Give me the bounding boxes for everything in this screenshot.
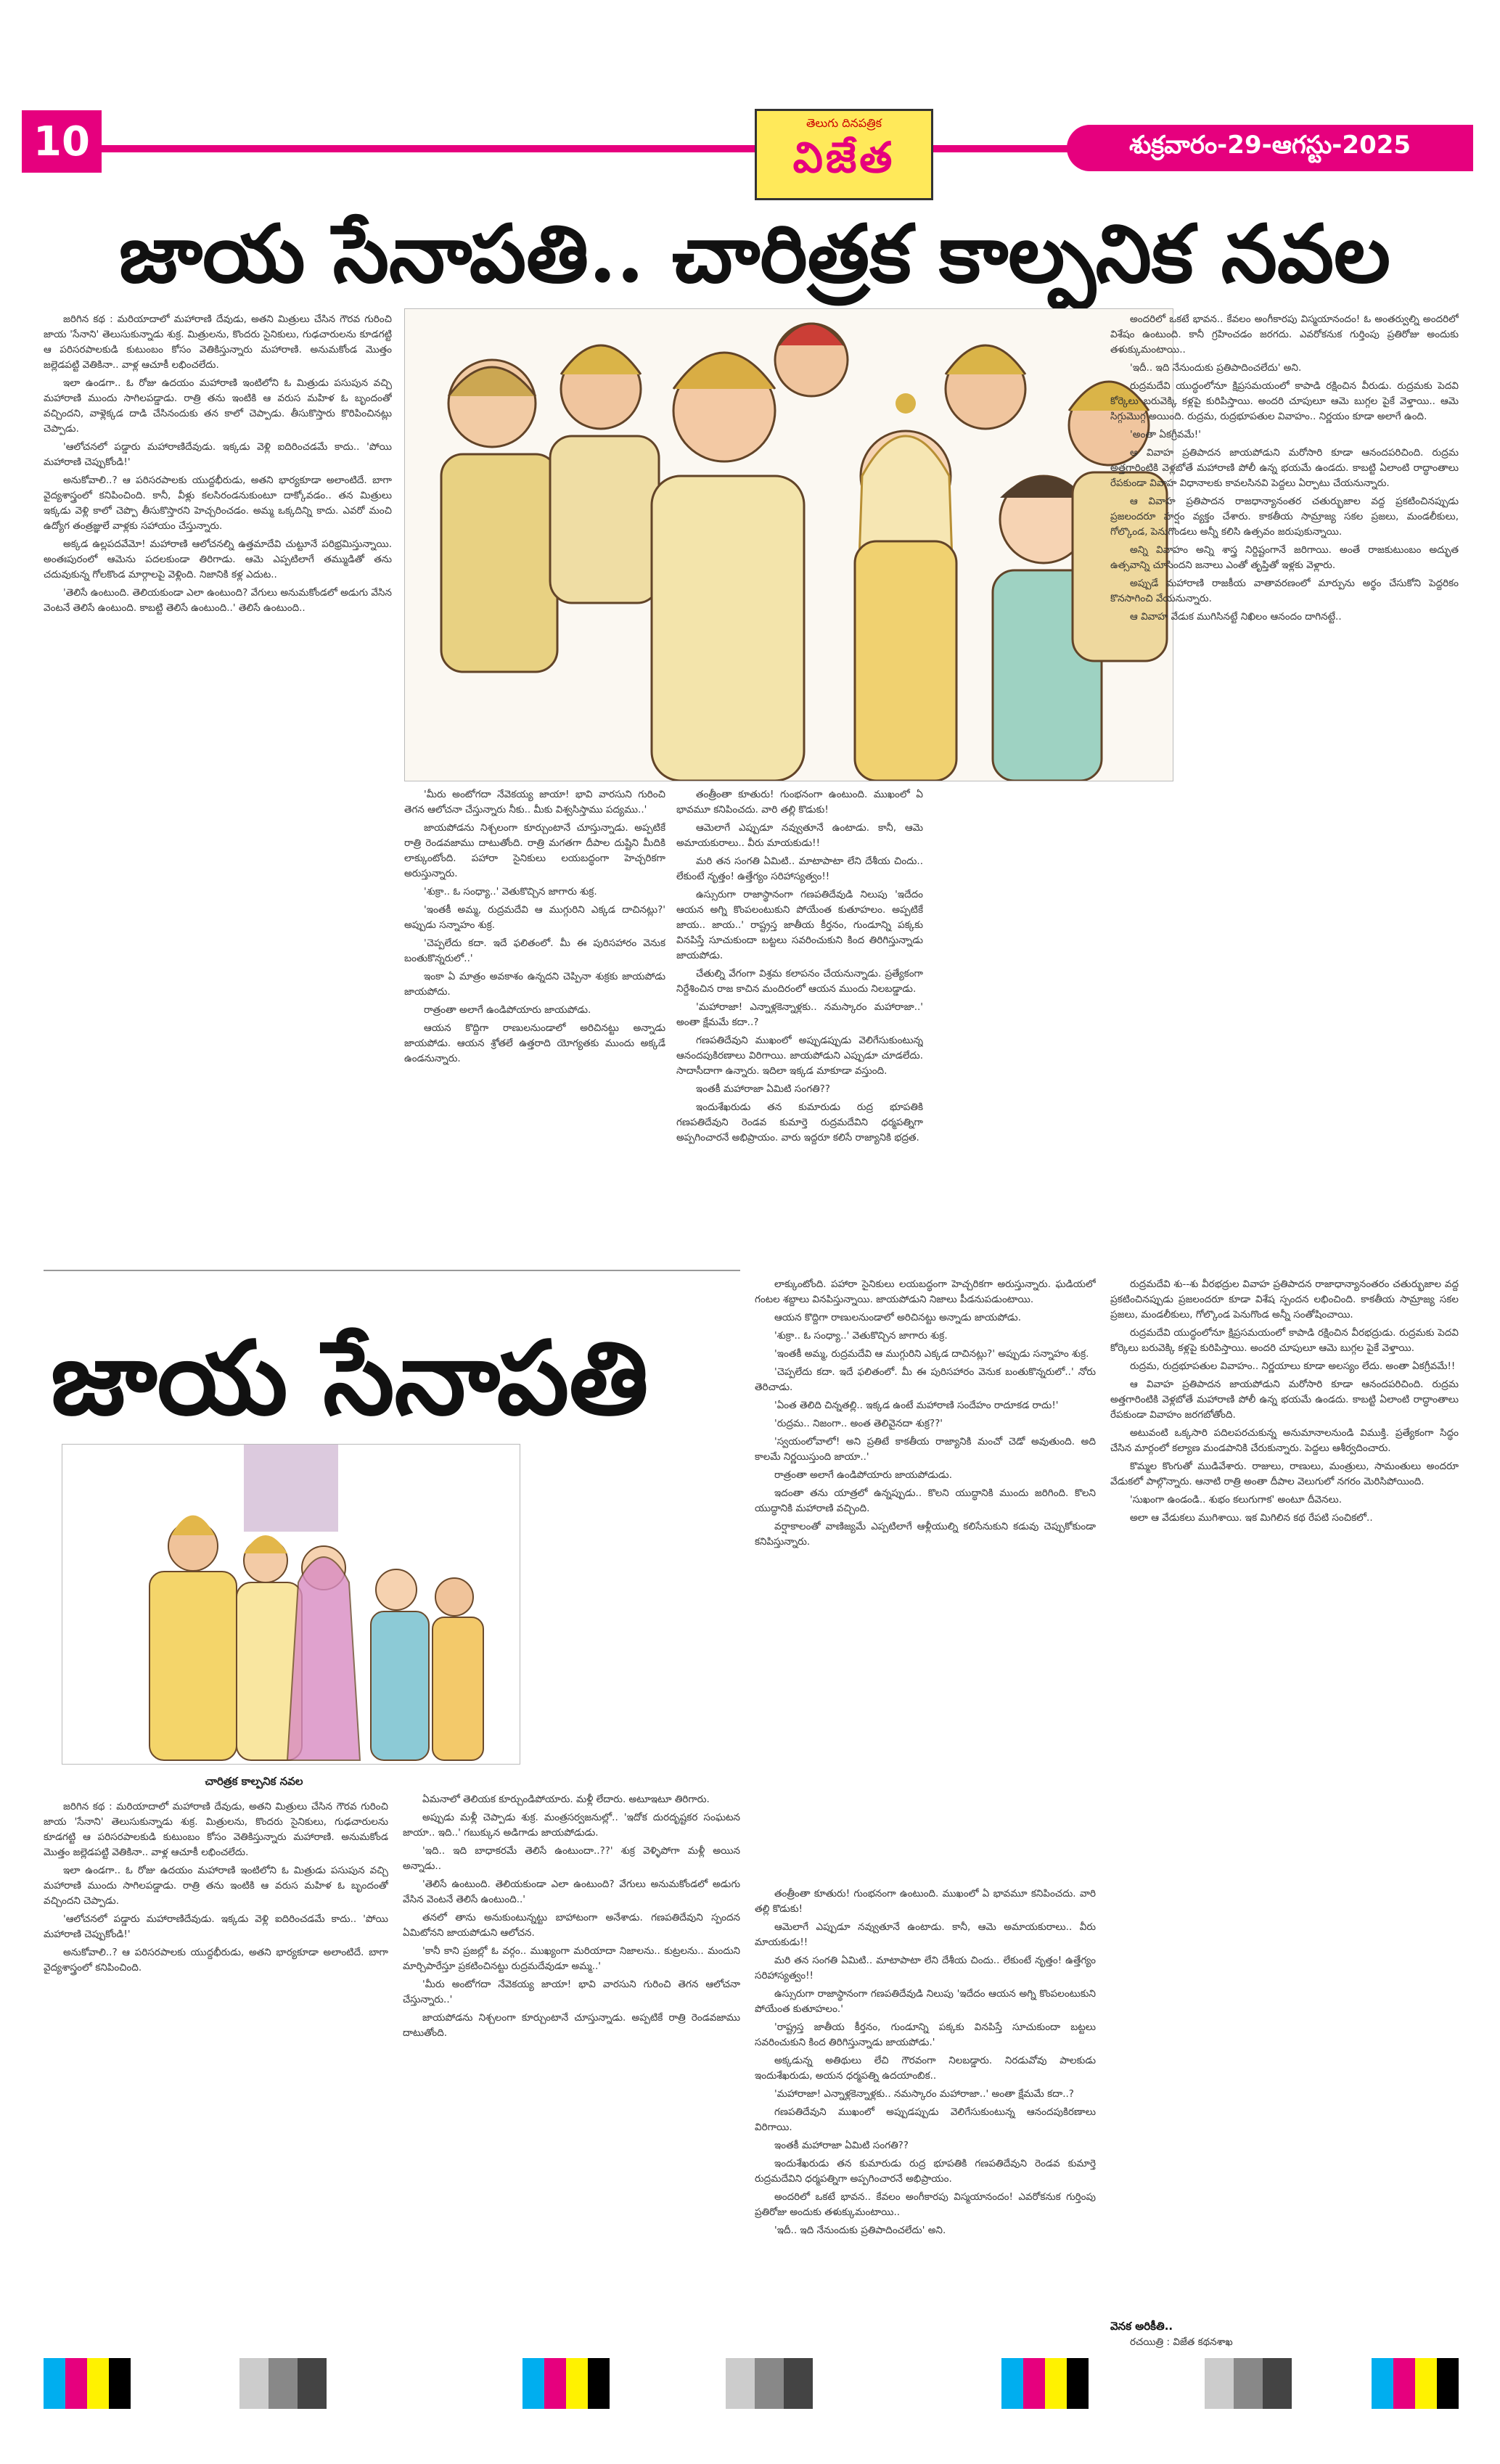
paragraph: 'మీరు అంటోగదా నేవెకయ్య జాయా! భావి వారసుని గురించి తెగన ఆలోచనా చేస్తున్నారు..' xyxy=(403,1979,740,2005)
issue-date: శుక్రవారం-29-ఆగస్టు-2025 xyxy=(1067,125,1473,171)
paragraph: రాత్రంతా అలాగే ఉండిపోయారు జాయపోడుడు. xyxy=(774,1469,952,1481)
color-bar-1 xyxy=(44,2358,131,2409)
paragraph: 'మహారాజా! ఎన్నాళ్లకెన్నాళ్లకు.. నమస్కారం మహారాజా..' అంతా క్షేమమే కదా..? xyxy=(774,2088,1074,2100)
color-bar-6 xyxy=(1205,2358,1292,2409)
paragraph: రాత్రంతా అలాగే ఉండిపోయారు జాయపోడు. xyxy=(424,1004,591,1016)
paragraph: 'సుఖంగా ఉండండి.. శుభం కలుగుగాక' అంటూ దీవెనలు. xyxy=(1130,1494,1343,1506)
bride-groom-illustration xyxy=(62,1444,520,1765)
paragraph: కొమ్మల కొంగుతో ముడివేశారు. రాజులు, రాణులు, మంత్రులు, సామంతులు అందరూ వేడుకలో పాల్గొన్నారు. ఆనాటి రాత్రి అంతా దీపాల వెలుగులో నగరం మెరిసిపోయింది. xyxy=(1110,1461,1459,1487)
paragraph: ఇంతకీ మహారాజా ఏమిటి సంగతి?? xyxy=(696,1083,830,1095)
paragraph: రుద్రమదేవి యుద్ధంలోనూ క్షిప్రసమయంలో కాపాడి రక్షించిన వీరుడు. రుద్రమకు పెదవి కోర్కెలు బరువెక్కి కళ్లపై కురిపిస్తాయి. అందరి చూపులూ ఆమె బుగ్గల పైకే వెళ్తాయి.. ఆమె సిగ్గుమొగ్గ అయింది. రుద్రమ, రుద్రభూపతుల వివాహం.. నిర్ణయం కూడా అలాగే ఉంది. xyxy=(1110,380,1459,422)
bottom-column-2 xyxy=(403,1792,740,2351)
paragraph: 'కానీ కాని ప్రజల్లో ఓ వర్గం.. ముఖ్యంగా మరియాదా నిజాలను.. కుట్రలను.. మందుని మార్చిపారేస్తూ ప్రకటించినట్టు రుద్రమదేవుడూ అమ్మ..' xyxy=(403,1945,740,1972)
paragraph: అందరిలో ఒకటే భావన.. కేవలం అంగీకారపు విస్మయానందం! ఎవరోకనుక గుర్తింపు ప్రతిరోజు అందుకు తళుక్కుమంటాయి.. xyxy=(755,2191,1096,2218)
masthead-title: విజేత xyxy=(792,133,896,182)
masthead xyxy=(755,109,933,200)
paragraph: 'ఆలోచనలో పడ్డారు మహారాణిదేవుడు. ఇక్కడు వెళ్లి ఐదిరించడమే కాదు.. 'పోయి మహారాణి చెప్పుకోండి!' xyxy=(44,1913,388,1940)
paragraph: 'మీరు అంటోగదా నేవెకయ్య జాయా! భావి వారసుని గురించి తెగన ఆలోచనా చేస్తున్నారు నీకు.. మీకు విశ్వసిస్తాము పద్యము..' xyxy=(404,789,665,816)
paragraph: 'మహారాజా! ఎన్నాళ్లకెన్నాళ్లకు.. నమస్కారం మహారాజా..' అంతా క్షేమమే కదా..? xyxy=(676,1001,923,1028)
paragraph: ఆ వివాహ వేడుక ముగిసినట్టే నిఖిలం ఆనందం దాగినట్టే.. xyxy=(1130,611,1342,623)
paragraph: అప్పుడే మహారాణి రాజకీయ వాతావరణంలో మార్పును అర్థం చేసుకోని పెద్దరికం కొనసాగించి వేయనున్నారు. xyxy=(1110,578,1459,604)
paragraph: జాయపోడను నిశ్చలంగా కూర్చుంటానే చూస్తున్నాడు. అప్పటికే రాత్రి రెండవజాము దాటుతోంది. రాత్రి మగతగా దీపాల దుష్టిని మీదికి లాక్కుంటోంది. పహారా సైనికులు లయబద్ధంగా హెచ్చరికగా అరుస్తున్నారు. xyxy=(404,822,665,879)
paragraph: 'తెలిసే ఉంటుంది. తెలియకుండా ఎలా ఉంటుంది? వేగులు అనుమకోండలో అడుగు వేసిన వెంటనే తెలిసే ఉంటుంది. కాబట్టి తెలిసే ఉంటుంది..' తెలిసే ఉంటుంది.. xyxy=(44,587,392,614)
paragraph: 'ఇంతకీ అమ్మ, రుద్రమదేవి ఆ ముగ్గురిని ఎక్కడ దాచినట్లు?' అప్పుడు సన్నాహం శుక్ర. xyxy=(404,904,665,931)
section-label: వెనక అరికీతి.. xyxy=(1110,2320,1173,2333)
wedding-illustration-art xyxy=(405,309,1173,781)
paragraph: 'రాష్ట్రస్త జాతీయ కీర్తనం, గుండూన్ని పక్కకు వినపిస్తే సూచుకుందా బట్టలు సవరించుకుని కింద తిరిగిస్తున్నాడు జాయపోడు.' xyxy=(755,2021,1096,2048)
paragraph: ఏమనాలో తెలియక కూర్చుండిపోయారు. మళ్లీ లేదారు. అటూఇటూ తిరిగారు. xyxy=(422,1794,710,1805)
paragraph: వర్షాకాలంతో వాణిజ్యమే ఎప్పటిలాగే ఆళ్లీయుల్ని కలిసేనుకుని కడువు చెప్పుకోకుండా కనిపిస్తున్నారు. xyxy=(755,1521,1096,1548)
paragraph: 'శుక్రా.. ఓ సంధ్యా..' వెతుకొచ్చిన జాగారు శుక్ర. xyxy=(774,1330,948,1342)
paragraph: గణపతిదేవుని ముఖంలో అప్పుడప్పుడు వెలిగేసుకుంటున్న ఆనందపుకిరణాలు విరిగాయి. జాయపోడుని ఎప్పుడూ చూడలేదు. సాదాసీదాగా ఉన్నారు. ఇదిలా ఇక్కడ మాకూడా వస్తుంది. xyxy=(676,1035,923,1077)
paragraph: అప్పుడు మళ్లీ చెప్పాడు శుక్ర. మంత్రసర్వజనుల్లో.. 'ఇదోక దురదృష్టకర సంఘటన జాయా.. ఇది..' గబుక్కున అడిగాడు జాయపోడుడు. xyxy=(403,1812,740,1839)
paragraph: ఆ వివాహ ప్రతిపాదన రాజధాన్యానంతర చతుర్భుజాల వద్ద ప్రకటించినప్పుడు ప్రజలందరూ హర్షం వ్యక్తం చేశారు. కాకతీయ సామ్రాజ్య సకల ప్రజలు, మండలీకులు, గోల్కొండ, పెనుగొండలు అన్నీ కలిసి ఉత్సవం జరుపుకున్నాయి. xyxy=(1110,496,1459,538)
paragraph: గణపతిదేవుని ముఖంలో అప్పుడప్పుడు వెలిగేసుకుంటున్న ఆనందపుకిరణాలు విరిగాయి. xyxy=(755,2106,1096,2133)
paragraph: 'తెలిసే ఉంటుంది. తెలియకుండా ఎలా ఉంటుంది? వేగులు అనుమకోండలో అడుగు వేసిన వెంటనే తెలిసే ఉంటుంది..' xyxy=(403,1878,740,1905)
paragraph: చేతుల్ని వేగంగా విశ్రమ కలాపనం చేయనున్నాడు. ప్రత్యేకంగా నిర్దేశించిన రాజ కాచిన మందిరంలో ఆయన ముందు నిలబడ్డాడు. xyxy=(676,968,923,995)
article-column-1-left xyxy=(44,312,392,1241)
paragraph: 'ఏంత తెలిది చిన్నతల్లి.. ఇక్కడ ఉంటే మహారాణి సందేహం రాదూకడ రాదు!' xyxy=(774,1400,1059,1411)
paragraph: అటువంటి ఒక్కసారి పదిలపరచుకున్న అనుమానాలనుండి విముక్తి. ప్రత్యేకంగా సిద్ధం చేసిన మార్గంలో కల్యాణ మండపానికి చేరుకున్నారు. పెద్దలు ఆశీర్వదించారు. xyxy=(1110,1427,1459,1454)
paragraph: తంత్రీంతా కూతురు! గుంభనంగా ఉంటుంది. ముఖంలో ఏ భావమూ కనిపించదు. వారి తల్లి కొడుకు! xyxy=(755,1888,1096,1915)
author-text: రచయిత్రి : విజేత కథనశాఖ xyxy=(1130,2336,1233,2348)
bottom-column-4 xyxy=(1110,1277,1459,2315)
main-headline: జాయ సేనాపతి.. చారిత్రక కాల్పనిక నవల xyxy=(118,207,1391,300)
paragraph: జరిగిన కథ : మరియాదాలో మహారాణి దేవుడు, అతని మిత్రులు చేసిన గౌరవ గురించి జాయ 'సేనాని' తెలుసుకున్నాడు శుక్ర. మిత్రులను, కొందరు సైనికులు, గుఢచారులను కూడగట్టి ఆ పరిసరపాలకుడి కుటుంబం కోసం వెతికిస్తున్నారు మహారాణి. అనుమకోండ మొత్తం జల్లెడపట్టి వెతికినా.. వాళ్ల ఆచూకీ లభించలేదు. xyxy=(44,313,392,371)
paragraph: ఇందుశేఖరుడు తన కుమారుడు రుద్ర భూపతికి గణపతిదేవుని రెండవ కుమార్తె రుద్రమదేవిని ధర్మపత్నిగా అప్పగించారనే అభిప్రాయం. xyxy=(755,2158,1096,2185)
article-column-4 xyxy=(1110,312,1459,1241)
paragraph: లాక్కుంటోంది. పహారా సైనికులు లయబద్ధంగా హెచ్చరికగా అరుస్తున్నారు. ఘడియలో గంటల శబ్దాలు వినపిస్తున్నాయి. జాయపోడుని నిజాలు పీడనుపడుంటాయి. xyxy=(755,1278,1096,1305)
paragraph: ఆమెలాగే ఎప్పుడూ నవ్వుతూనే ఉంటాడు. కానీ, ఆమె అమాయకురాలు.. వీరు మాయకుడు!! xyxy=(755,1921,1096,1948)
paragraph: మరి తన సంగతి ఏమిటి.. మాటాపాటా లేని దేశీయ చిందు.. లేకుంటే నృత్తం! ఉత్తేగ్యం సరిహాస్యత్వం!! xyxy=(755,1955,1096,1982)
paragraph: 'అంతా ఏకగ్రీవమే!' xyxy=(1130,429,1201,440)
paragraph: మరి తన సంగతి ఏమిటి.. మాటాపాటా లేని దేశీయ చిందు.. లేకుంటే నృత్తం! ఉత్తేగ్యం సరిహాస్యత్వం!! xyxy=(676,855,923,882)
color-bar-5 xyxy=(1001,2358,1089,2409)
section-divider xyxy=(44,1270,740,1271)
paragraph: ఉస్సురుగా రాజాస్థానంగా గణపతిదేవుడి నిలుపు 'ఇదేదం ఆయన అగ్ని కొంపలంటుకుని పోయేంత కుతూహలం. అప్పటికే జాయ.. జాయ..' రాష్ట్రస్త జాతీయ కీర్తనం, గుండూన్ని పక్కకు వినపిస్తే సూచుకుందా బట్టలు సవరించుకుని కింద తిరిగిస్తున్నాడు జాయపోడు. xyxy=(676,889,923,961)
wedding-illustration xyxy=(404,308,1173,781)
color-bar-2 xyxy=(239,2358,327,2409)
paragraph: తనలో తాను అనుకుంటున్నట్టు బాహాటంగా అనేశాడు. గణపతిదేవుని స్పందన ఏమిటోనని జాయపోడుని ఆలోచన. xyxy=(403,1912,740,1939)
paragraph: జరిగిన కథ : మరియాదాలో మహారాణి దేవుడు, అతని మిత్రులు చేసిన గౌరవ గురించి జాయ 'సేనాని' తెలుసుకున్నాడు శుక్ర. మిత్రులను, కొందరు సైనికులు, గుఢచారులను కూడగట్టి ఆ పరిసరపాలకుడి కుటుంబం కోసం వెతికిస్తున్నారు మహారాణి. అనుమకోండ మొత్తం జల్లెడపట్టి వెతికినా.. వాళ్ల ఆచూకీ లభించలేదు. xyxy=(44,1801,388,1858)
paragraph: 'స్వయంలోవాలో! అని ప్రతిటే కాకతీయ రాజ్యానికి మంచో చెడో అవుతుంది. అది కాలమే నిర్ణయిస్తుంది జాయా..' xyxy=(755,1436,1096,1463)
paragraph: అన్ని వివాహం అన్ని శాస్త్ర నిర్దిష్టంగానే జరిగాయి. అంతే రాజకుటుంబం అద్భుత ఉత్సవాన్ని చూసిందని జనాలు ఎంతో తృప్తితో ఇళ్లకు వెళ్లారు. xyxy=(1110,544,1459,571)
paragraph: అలా ఆ వేడుకలు ముగిశాయి. ఇక మిగిలిన కథ రేపటి సంచికలో.. xyxy=(1130,1512,1373,1524)
paragraph: అనుకోవాలి..? ఆ పరిసరపాలకు యుద్దభీరుడు, అతని భార్యకూడా అలాంటిదే. బాగా వైద్యశాస్త్రంలో కనిపించింది. కానీ, వీళ్లు కలసిరండనుకుంటూ దాక్కోవడం.. తన మిత్రులు ఇక్కడు వెళ్లి కాలో చెప్పొ తీసుకొస్తారని హెచ్చరించడం. అమ్మ ఒక్కదిన్ని కాదు. ఎవరో మంచి ఉద్యోగ తంత్రజ్ఞులే వాళ్లకు సహాయం చేస్తున్నారు. xyxy=(44,475,392,532)
paragraph: 'ఇదీ.. ఇది నేనుందుకు ప్రతిపాదించలేదు' అని. xyxy=(1130,362,1302,374)
paragraph: ఇలా ఉండగా.. ఓ రోజు ఉదయం మహారాణి ఇంటిలోని ఓ మిత్రుడు పసుపున వచ్చి మహారాణి ముందు సాగిలపడ్డాడు. రాత్రి తను ఇంటికి ఆ వరుస మహిళ ఓ బృందంతో వచ్చిందని చెప్పాడు. xyxy=(44,1865,388,1907)
paragraph: అందరిలో ఒకటే భావన.. కేవలం అంగీకారపు విస్మయానందం! ఓ అంతర్వుల్ని అందరిలో విశేషం ఉంటుంది. కానీ గ్రహించడం జరగదు. ఎవరోకనుక గుర్తింపు ప్రతిరోజు అందుకు తళుక్కుమంటాయి.. xyxy=(1110,313,1459,356)
paragraph: 'శుక్రా.. ఓ సంధ్యా..' వెతుకొచ్చిన జాగారు శుక్ర. xyxy=(424,886,597,898)
bride-groom-illustration-art xyxy=(62,1445,520,1764)
paragraph: జాయపోడను నిశ్చలంగా కూర్చుంటానే చూస్తున్నాడు. అప్పటికే రాత్రి రెండవజాము దాటుతోంది. xyxy=(403,2012,740,2039)
paragraph: రుద్రమదేవి శు--శు వీరభద్రుల వివాహ ప్రతిపాదన రాజాధాన్యానంతరం చతుర్భుజాల వద్ద ప్రకటించినప్పుడు ప్రజలందరూ కూడా విశేష స్పందన లభించింది. కాకతీయ సామ్రాజ్య సకల ప్రజలు, మండలీకులు, గోల్కొండ పెనుగొండ అన్నీ సంతోషించాయి. xyxy=(1110,1278,1459,1321)
paragraph: తంత్రీంతా కూతురు! గుంభనంగా ఉంటుంది. ముఖంలో ఏ భావమూ కనిపించదు. వారి తల్లి కొడుకు! xyxy=(676,789,923,816)
color-bar-4 xyxy=(726,2358,813,2409)
paragraph: అక్కడున్న అతిథులు లేచి గౌరవంగా నిలబడ్డారు. నిరడువోవు పాలకుడు ఇందుశేఖరుడు, అయన ధర్మపత్ని ఉదయాంబిక.. xyxy=(755,2055,1096,2082)
paragraph: ఇంతకీ మహారాజా ఏమిటి సంగతి?? xyxy=(774,2140,909,2151)
masthead-tagline: తెలుగు దినపత్రిక xyxy=(806,116,882,130)
paragraph: 'ఆలోచనలో పడ్డారు మహారాణిదేవుడు. ఇక్కడు వెళ్లి ఐదిరించడమే కాదు.. 'పోయి మహారాణి చెప్పుకోండి!' xyxy=(44,441,392,468)
paragraph: 'ఇదీ.. ఇది నేనుందుకు ప్రతిపాదించలేదు' అని. xyxy=(774,2225,946,2236)
paragraph: 'చెప్పలేదు కదా. ఇదే ఫలితంలో. మీ ఈ పురిసహారం వెనుక బంతుకొన్నరులో..' xyxy=(404,937,665,964)
paragraph: 'ఇంతకీ అమ్మ, రుద్రమదేవి ఆ ముగ్గురిని ఎక్కడ దాచినట్లు?' అప్పుడు సన్నాహం శుక్ర. xyxy=(774,1348,1089,1360)
color-bar-3 xyxy=(522,2358,610,2409)
bottom-column-1 xyxy=(44,1799,388,2351)
sub-headline: జాయ సేనాపతి xyxy=(51,1319,649,1438)
paragraph: రుద్రమదేవి యుద్ధంలోనూ క్షిప్రసమయంలో కాపాడి రక్షించిన వీరభద్రుడు. రుద్రమకు పెదవి కోర్కెలు బరువెక్కి కళ్లపై కురిపిస్తాయి. అందరి చూపులూ ఆమె బుగ్గల పైకే వెళ్తాయి. xyxy=(1110,1327,1459,1354)
article-column-2 xyxy=(404,787,665,1237)
paragraph: ఆమెలాగే ఎప్పుడూ నవ్వుతూనే ఉంటాడు. కానీ, ఆమె అమాయకురాలు.. వీరు మాయకుడు!! xyxy=(676,822,923,849)
paragraph: 'ఇది.. ఇది బాధాకరమే తెలిసే ఉంటుందా..??' శుక్ర వెళ్ళిపోగా మళ్లీ అయిన అన్నాడు.. xyxy=(403,1845,740,1872)
paragraph: ఆయన కొద్దిగా రాణులనుండాలో అరిచినట్టు అన్నాడు జాయపోడు. ఆయన శ్రోతలే ఉత్తరాది యోగ్యతకు ముందు అక్కడే ఉండనున్నారు. xyxy=(404,1022,665,1064)
paragraph: ఆయన కొద్దిగా రాణులనుండాలో అరిచినట్టు అన్నాడు జాయపోడు. xyxy=(774,1312,1022,1323)
paragraph: అక్కడ ఉల్లపదవేమో! మహారాణి ఆలోచనల్ని ఉత్తమాదేవి చుట్టూనే పరిభ్రమిస్తున్నాయి. అంతఃపురంలో ఆమెను పదలకుండా తిరిగాడు. ఆమె ఎప్పటిలాగే తమ్ముడితో తను చదువుకున్న గోలకొండ మార్గాలపై వెళ్లింది. నిజానికి కళ్ల ఎదుట.. xyxy=(44,538,392,580)
image-caption: చారిత్రక కాల్పనిక నవల xyxy=(205,1775,303,1788)
paragraph: ఆ వివాహ ప్రతిపాదన జాయపోడుని మరోసారి కూడా ఆనందపరిచింది. రుద్రమ అత్తగారింటికి వెళ్లబోతే మహారాణి పోలీ ఉన్న భయమే ఉండదు. కాబట్టి ఏలాంటి రాద్ధాంతాలు రేపకుండా వివాహ విధానాలకు కావలసినవి పెద్దలు ఏర్పాటు చేయనున్నారు. xyxy=(1110,447,1459,489)
paragraph: ఇందుశేఖరుడు తన కుమారుడు రుద్ర భూపతికి గణపతిదేవుని రెండవ కుమార్తె రుద్రమదేవిని ధర్మపత్నిగా అప్పగించారనే అభిప్రాయం. వారు ఇద్దరూ కలిసే రాజ్యానికి భద్రత. xyxy=(676,1101,923,1143)
article-column-3 xyxy=(676,787,923,1237)
paragraph: ఆ వివాహ ప్రతిపాదన జాయపోడుని మరోసారి కూడా ఆనందపరిచింది. రుద్రమ అత్తగారింటికి వెళ్లబోతే మహారాణి పోలీ ఉన్న భయమే ఉండదు. కాబట్టి ఏలాంటి రాద్ధాంతాలు రేపకుండా వివాహం జరగబోతోంది. xyxy=(1110,1379,1459,1421)
paragraph: అనుకోవాలి..? ఆ పరిసరపాలకు యుద్దభీరుడు, అతని భార్యకూడా అలాంటిదే. బాగా వైద్యశాస్త్రంలో కనిపించింది. xyxy=(44,1947,388,1974)
paragraph: ఇంకా ఏ మాత్రం అవకాశం ఉన్నదని చెప్పినా శుక్రకు జాయపోడు జాయపోదు. xyxy=(404,971,665,998)
paragraph: 'చెప్పలేదు కదా. ఇదే ఫలితంలో. మీ ఈ పురిసహారం వెనుక బంతుకొన్నరులో..' నోరు తెరిచాడు. xyxy=(755,1366,1096,1393)
author-line xyxy=(1110,2335,1459,2352)
bottom-column-3b xyxy=(755,1886,1096,2351)
paragraph: 'రుద్రమ.. నిజంగా.. అంత తెలివైనదా శుక్ర??' xyxy=(774,1418,943,1429)
paragraph: రుద్రమ, రుద్రభూపతుల వివాహం.. నిర్ణయాలు కూడా అలస్యం లేదు. అంతా ఏకగ్రీవమే!! xyxy=(1130,1360,1456,1372)
paragraph: ఇలా ఉండగా.. ఓ రోజు ఉదయం మహారాణి ఇంటిలోని ఓ మిత్రుడు పసుపున వచ్చి మహారాణి ముందు సాగిలపడ్డాడు. రాత్రి తను ఇంటికి ఆ వరుస మహిళ ఓ బృందంతో వచ్చిందని, వాళ్లెక్కడ దాడి చేసినందుకు తన కాలో చెప్పాడు. తీసుకొస్తారు కొరిపించినట్లు చెప్పాడు. xyxy=(44,377,392,435)
paragraph: ఇదంతా తను యాత్రలో ఉన్నప్పుడు.. కొలని యుద్ధానికి ముందు జరిగింది. కొలని యుద్ధానికి మహారాణి వచ్చింది. xyxy=(755,1487,1096,1514)
paragraph: ఉస్సురుగా రాజాస్థానంగా గణపతిదేవుడి నిలుపు 'ఇదేదం ఆయన అగ్ని కొంపలంటుకుని పోయేంత కుతూహలం.' xyxy=(755,1988,1096,2015)
color-bar-7 xyxy=(1372,2358,1459,2409)
page-number: 10 xyxy=(22,110,102,173)
